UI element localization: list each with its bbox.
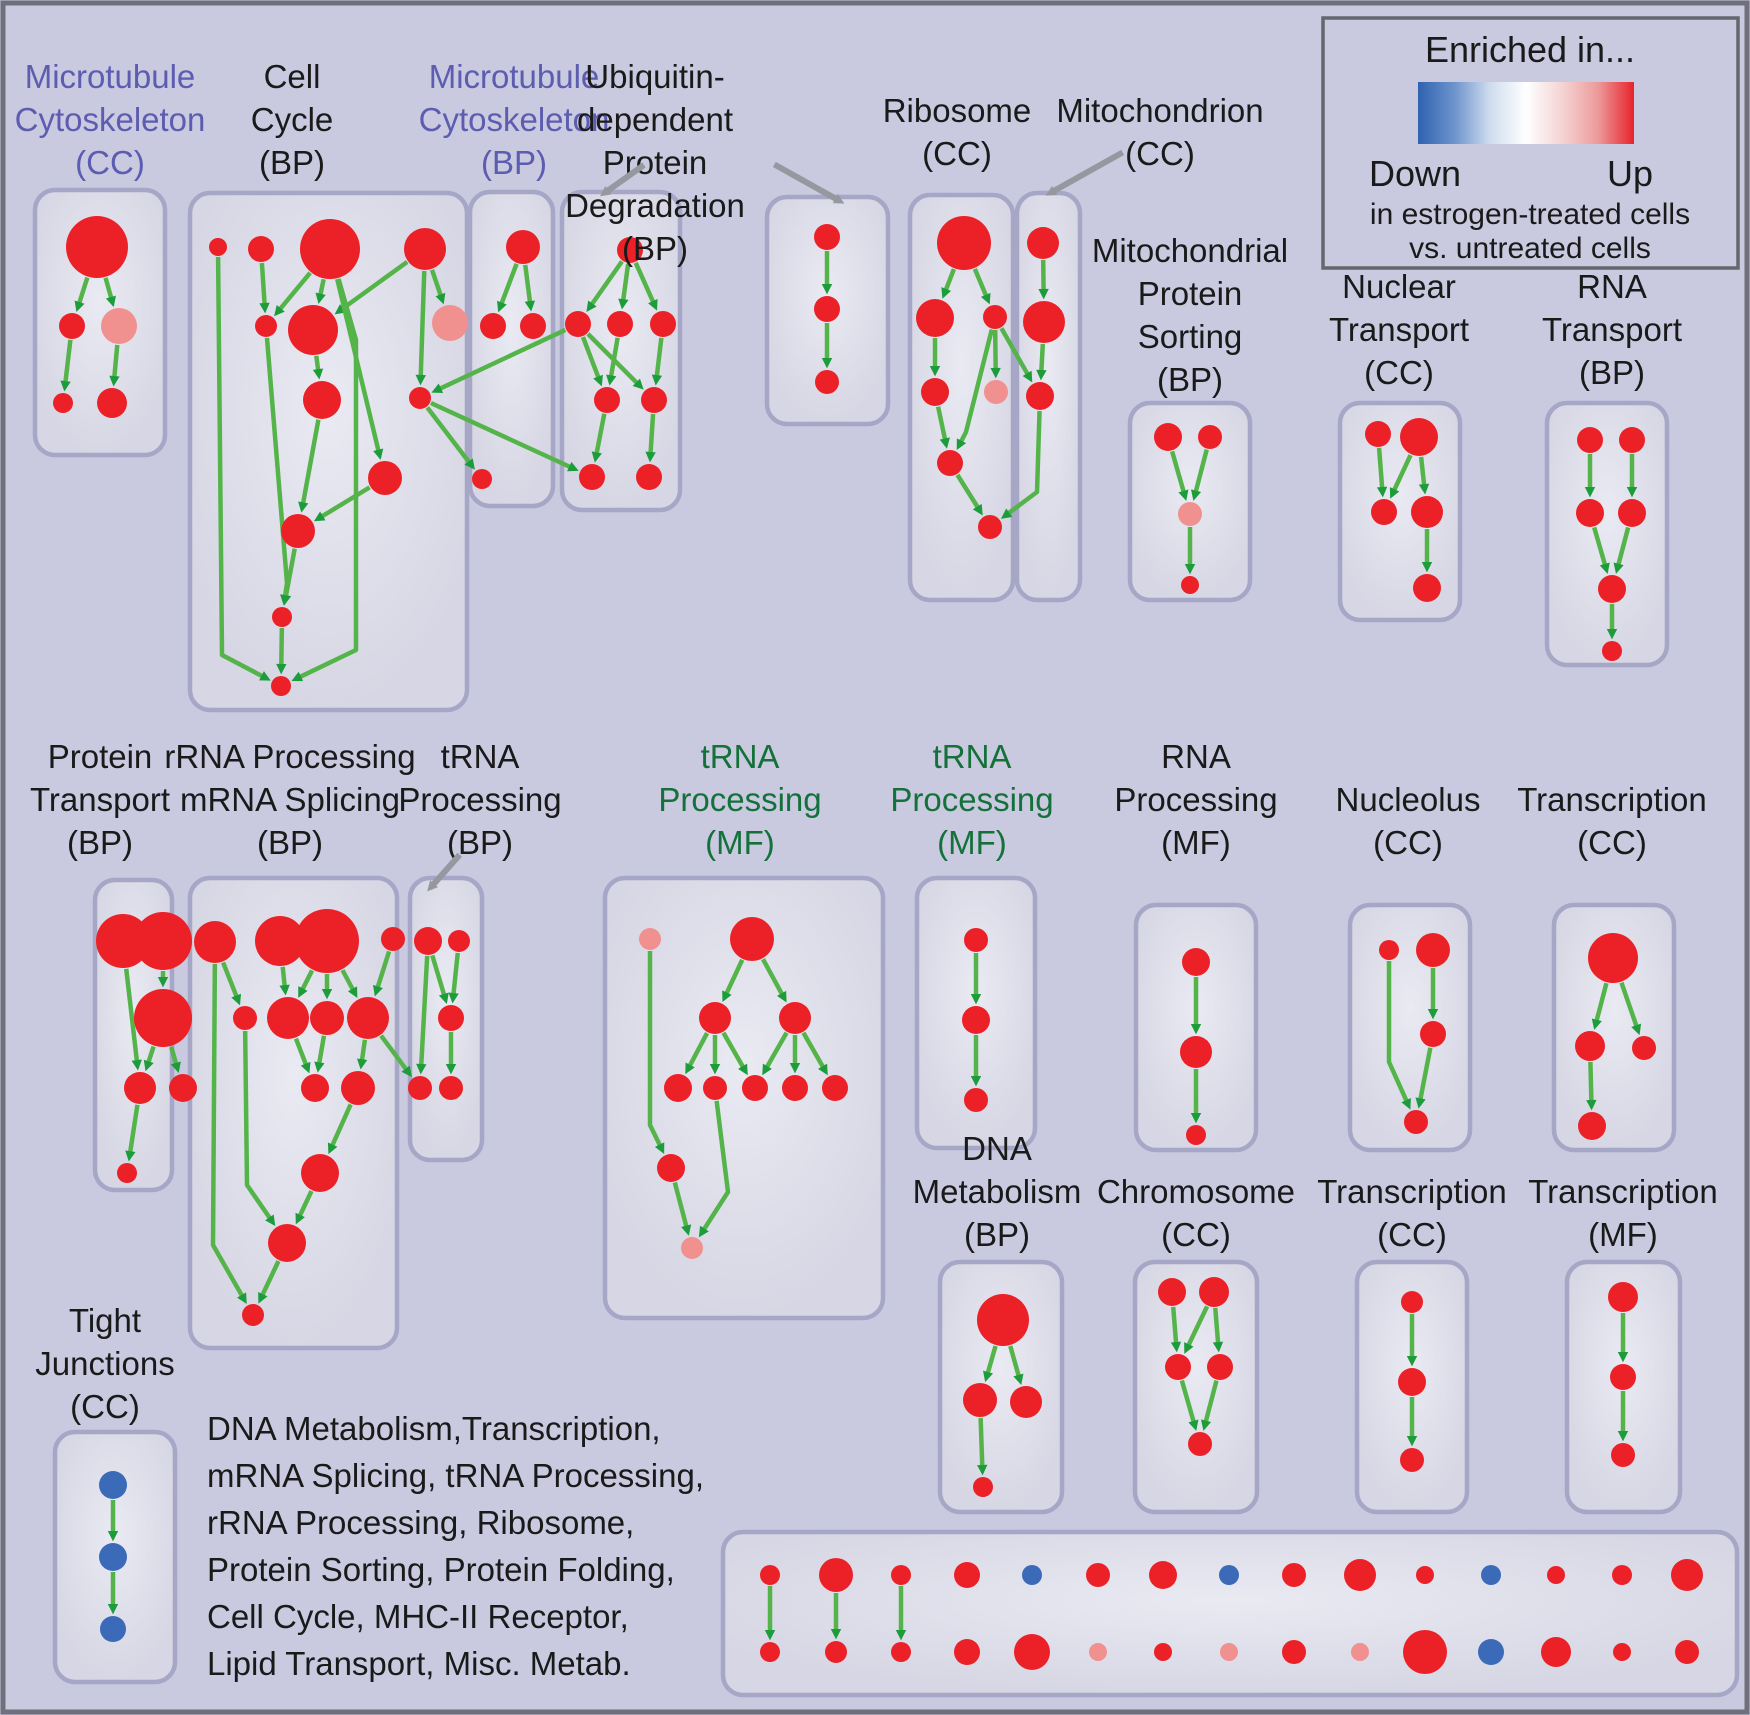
go-term-node (1602, 641, 1622, 661)
edge-cell-cycle (316, 356, 318, 370)
go-term-node (607, 311, 633, 337)
edge-dna-metabolism (981, 1418, 983, 1466)
go-term-node (1612, 1565, 1632, 1585)
cluster-label-protein-transport: Protein Transport (BP) (30, 738, 170, 861)
go-term-node (699, 1002, 731, 1034)
go-term-node (1478, 1639, 1504, 1665)
go-term-node (921, 378, 949, 406)
go-term-node (1411, 496, 1443, 528)
go-term-node (194, 921, 236, 963)
go-term-node (742, 1075, 768, 1101)
go-term-node (59, 313, 85, 339)
go-term-node (1577, 427, 1603, 453)
cluster-label-microtubule-cc: Microtubule Cytoskeleton (CC) (14, 58, 206, 181)
go-term-node (1182, 948, 1210, 976)
go-term-node (408, 1076, 432, 1100)
go-term-node (1578, 1112, 1606, 1140)
go-term-node (963, 1383, 997, 1417)
go-term-node (99, 1543, 127, 1571)
go-term-node (281, 514, 315, 548)
go-term-node (636, 464, 662, 490)
cluster-label-transcription-mf: Transcription (MF) (1528, 1173, 1718, 1253)
go-term-node (730, 917, 774, 961)
go-term-node (1219, 1565, 1239, 1585)
cluster-label-rna-transport: RNA Transport (BP) (1542, 268, 1682, 391)
edge-ribosome (995, 330, 996, 369)
cluster-label-ribosome: Ribosome (CC) (882, 92, 1032, 172)
cluster-box-rna-transport (1547, 403, 1667, 665)
go-term-node (664, 1074, 692, 1102)
go-term-node (1089, 1643, 1107, 1661)
go-term-node (288, 305, 338, 355)
go-term-node (1632, 1036, 1656, 1060)
go-term-node (1401, 1291, 1423, 1313)
go-term-node (814, 224, 840, 250)
go-term-node (248, 236, 274, 262)
cluster-label-ubiquitin-bp: Ubiquitin-dependent Protein Degradation (BP) (565, 58, 745, 267)
go-term-node (937, 216, 991, 270)
legend-up-label: Up (1606, 153, 1654, 194)
cluster-label-cell-cycle: Cell Cycle (BP) (250, 58, 334, 181)
cluster-label-nuclear-transport: Nuclear Transport (CC) (1329, 268, 1469, 391)
go-term-node (1181, 576, 1199, 594)
cluster-label-nucleolus: Nucleolus (CC) (1335, 781, 1481, 861)
go-term-node (1365, 421, 1391, 447)
go-term-node (779, 1002, 811, 1034)
go-term-node (1413, 574, 1441, 602)
go-term-node (954, 1562, 980, 1588)
edge-cell-cycle (320, 279, 323, 294)
go-term-node (381, 927, 405, 951)
go-term-node (1086, 1563, 1110, 1587)
go-term-node (268, 1224, 306, 1262)
go-term-node (101, 308, 137, 344)
go-term-node (310, 1001, 344, 1035)
go-term-node (579, 464, 605, 490)
go-term-node (271, 676, 291, 696)
go-term-node (1344, 1559, 1376, 1591)
legend-subtitle-1: in estrogen-treated cells (1369, 198, 1691, 231)
cluster-label-rrna: rRNA Processing mRNA Splicing (BP) (164, 738, 416, 861)
go-term-node (99, 1471, 127, 1499)
go-term-node (432, 305, 468, 341)
go-term-node (1610, 1364, 1636, 1390)
go-term-node (448, 930, 470, 952)
go-term-node (1416, 1566, 1434, 1584)
go-term-node (255, 315, 277, 337)
go-term-node (1608, 1282, 1638, 1312)
go-term-node (891, 1642, 911, 1662)
cluster-label-trna-mf-b: tRNA Processing (MF) (890, 738, 1054, 861)
go-term-node (53, 393, 73, 413)
go-term-node (1675, 1640, 1699, 1664)
go-term-node (97, 388, 127, 418)
cluster-label-transcription-cc2: Transcription (CC) (1517, 781, 1707, 861)
go-term-node (1588, 933, 1638, 983)
go-term-node (1547, 1566, 1565, 1584)
go-term-node (1022, 1565, 1042, 1585)
go-term-node (117, 1163, 137, 1183)
go-term-node (1010, 1386, 1042, 1418)
go-term-node (1154, 423, 1182, 451)
go-term-node (891, 1565, 911, 1585)
go-term-node (1371, 499, 1397, 525)
go-term-node (209, 238, 227, 256)
go-term-node (760, 1565, 780, 1585)
cluster-box-chromosome (1135, 1262, 1257, 1512)
go-term-node (341, 1071, 375, 1105)
go-term-node (964, 928, 988, 952)
edge-rrna (283, 967, 285, 986)
go-term-node (1575, 1031, 1605, 1061)
go-term-node (565, 311, 591, 337)
legend-down-label: Down (1368, 153, 1462, 194)
go-term-node (1207, 1354, 1233, 1380)
go-term-node (1165, 1354, 1191, 1380)
cluster-label-trna-bp: tRNA Processing (BP) (398, 738, 562, 861)
cluster-label-tight-junctions: Tight Junctions (CC) (35, 1302, 175, 1425)
edge-mitochondrion (1041, 344, 1042, 371)
go-term-node (1613, 1643, 1631, 1661)
cluster-label-microtubule-bp: Microtubule Cytoskeleton (BP) (418, 58, 610, 181)
go-term-node (414, 927, 442, 955)
go-term-node (1404, 1110, 1428, 1134)
go-term-node (760, 1642, 780, 1662)
edge-transcription-cc2 (1590, 1062, 1591, 1101)
go-term-node (657, 1154, 685, 1182)
go-term-node (916, 299, 954, 337)
go-term-node (1420, 1021, 1446, 1047)
edge-cell-cycle (262, 263, 265, 304)
go-term-node (1188, 1432, 1212, 1456)
go-term-node (1023, 301, 1065, 343)
go-term-node (1186, 1125, 1206, 1145)
cluster-box-misc (723, 1532, 1737, 1695)
go-term-node (1379, 940, 1399, 960)
go-term-node (1400, 418, 1438, 456)
go-term-node (409, 387, 431, 409)
go-term-node (1398, 1368, 1426, 1396)
go-term-node (782, 1075, 808, 1101)
go-term-node (347, 997, 389, 1039)
go-term-node (814, 296, 840, 322)
go-term-node (703, 1076, 727, 1100)
go-term-node (964, 1088, 988, 1112)
go-term-node (641, 387, 667, 413)
legend (1323, 18, 1738, 268)
go-term-node (1149, 1561, 1177, 1589)
go-term-node (1282, 1640, 1306, 1664)
go-term-node (1154, 1643, 1172, 1661)
go-term-node (404, 228, 446, 270)
go-term-node (472, 469, 492, 489)
go-term-node (295, 909, 359, 973)
legend-title: Enriched in... (1424, 29, 1636, 70)
go-term-node (1618, 499, 1646, 527)
go-term-node (1481, 1565, 1501, 1585)
cluster-label-transcription-cc3: Transcription (CC) (1317, 1173, 1507, 1253)
go-term-node (1027, 227, 1059, 259)
go-term-node (1180, 1036, 1212, 1068)
cluster-label-rna-proc-mf: RNA Processing (MF) (1114, 738, 1278, 861)
go-term-node (1158, 1278, 1186, 1306)
go-term-node (303, 381, 341, 419)
go-term-node (1403, 1630, 1447, 1674)
go-term-node (368, 461, 402, 495)
edge-rrna (362, 1040, 365, 1061)
go-term-node (301, 1154, 339, 1192)
go-term-node (1014, 1634, 1050, 1670)
go-term-node (1541, 1637, 1571, 1667)
go-term-node (1178, 502, 1202, 526)
go-term-node (134, 912, 192, 970)
go-term-node (169, 1074, 197, 1102)
go-term-node (1400, 1448, 1424, 1472)
cluster-box-mps (1130, 403, 1250, 600)
go-term-node (233, 1006, 257, 1030)
go-term-node (1026, 382, 1054, 410)
go-term-node (520, 313, 546, 339)
go-term-node (439, 1076, 463, 1100)
go-term-node (937, 450, 963, 476)
legend-subtitle-2: vs. untreated cells (1409, 232, 1651, 265)
edge-nuclear-transport (1421, 457, 1424, 485)
go-term-node (962, 1006, 990, 1034)
go-term-node (480, 313, 506, 339)
cluster-label-dna-metabolism: DNA Metabolism (BP) (912, 1130, 1082, 1253)
edge-microtubule-cc (114, 345, 117, 377)
cluster-label-mitochondrion: Mitochondrion (CC) (1056, 92, 1264, 172)
go-term-node (639, 928, 661, 950)
go-term-node (1220, 1643, 1238, 1661)
go-term-node (1199, 1277, 1229, 1307)
go-term-node (978, 515, 1002, 539)
go-term-node (300, 219, 360, 279)
edge-nuclear-transport (1379, 448, 1382, 488)
cluster-label-trna-mf-a: tRNA Processing (MF) (658, 738, 822, 861)
go-term-node (822, 1075, 848, 1101)
go-term-node (825, 1641, 847, 1663)
go-term-node (1416, 933, 1450, 967)
go-term-node (272, 607, 292, 627)
edge-cell-cycle (281, 628, 282, 665)
go-term-node (983, 305, 1007, 329)
go-term-node (124, 1072, 156, 1104)
go-term-node (301, 1074, 329, 1102)
go-term-node (1619, 427, 1645, 453)
go-term-node (650, 311, 676, 337)
cluster-label-mps: Mitochondrial Protein Sorting (BP) (1091, 232, 1289, 398)
go-term-node (973, 1477, 993, 1497)
go-term-node (66, 216, 128, 278)
go-term-node (1282, 1563, 1306, 1587)
go-term-node (100, 1616, 126, 1642)
go-term-node (819, 1558, 853, 1592)
cluster-label-chromosome: Chromosome (CC) (1096, 1173, 1296, 1253)
go-term-node (242, 1304, 264, 1326)
go-term-node (1611, 1443, 1635, 1467)
go-term-node (438, 1005, 464, 1031)
go-term-node (1198, 425, 1222, 449)
go-term-node (1576, 499, 1604, 527)
edge-chromosome (1173, 1307, 1176, 1343)
go-term-node (1671, 1559, 1703, 1591)
go-term-node (681, 1237, 703, 1259)
go-term-node (1351, 1643, 1369, 1661)
go-term-node (815, 370, 839, 394)
go-term-node (977, 1294, 1029, 1346)
edge-chromosome (1215, 1308, 1218, 1343)
edge-ubiquitin-bp (651, 414, 654, 453)
go-term-node (594, 387, 620, 413)
shared-categories-text: DNA Metabolism,Transcription, mRNA Splicing, tRNA Processing, rRNA Processing, Ribosome, Protein Sorting, Protein Folding, Cell Cycle, MHC-II Receptor, Lipid Transport, Misc. Metab. (207, 1410, 705, 1682)
legend-gradient-bar (1418, 82, 1634, 144)
go-term-node (267, 997, 309, 1039)
go-term-node (506, 230, 540, 264)
go-term-node (1598, 575, 1626, 603)
go-term-node (954, 1639, 980, 1665)
go-term-node (984, 380, 1008, 404)
go-term-node (134, 989, 192, 1047)
